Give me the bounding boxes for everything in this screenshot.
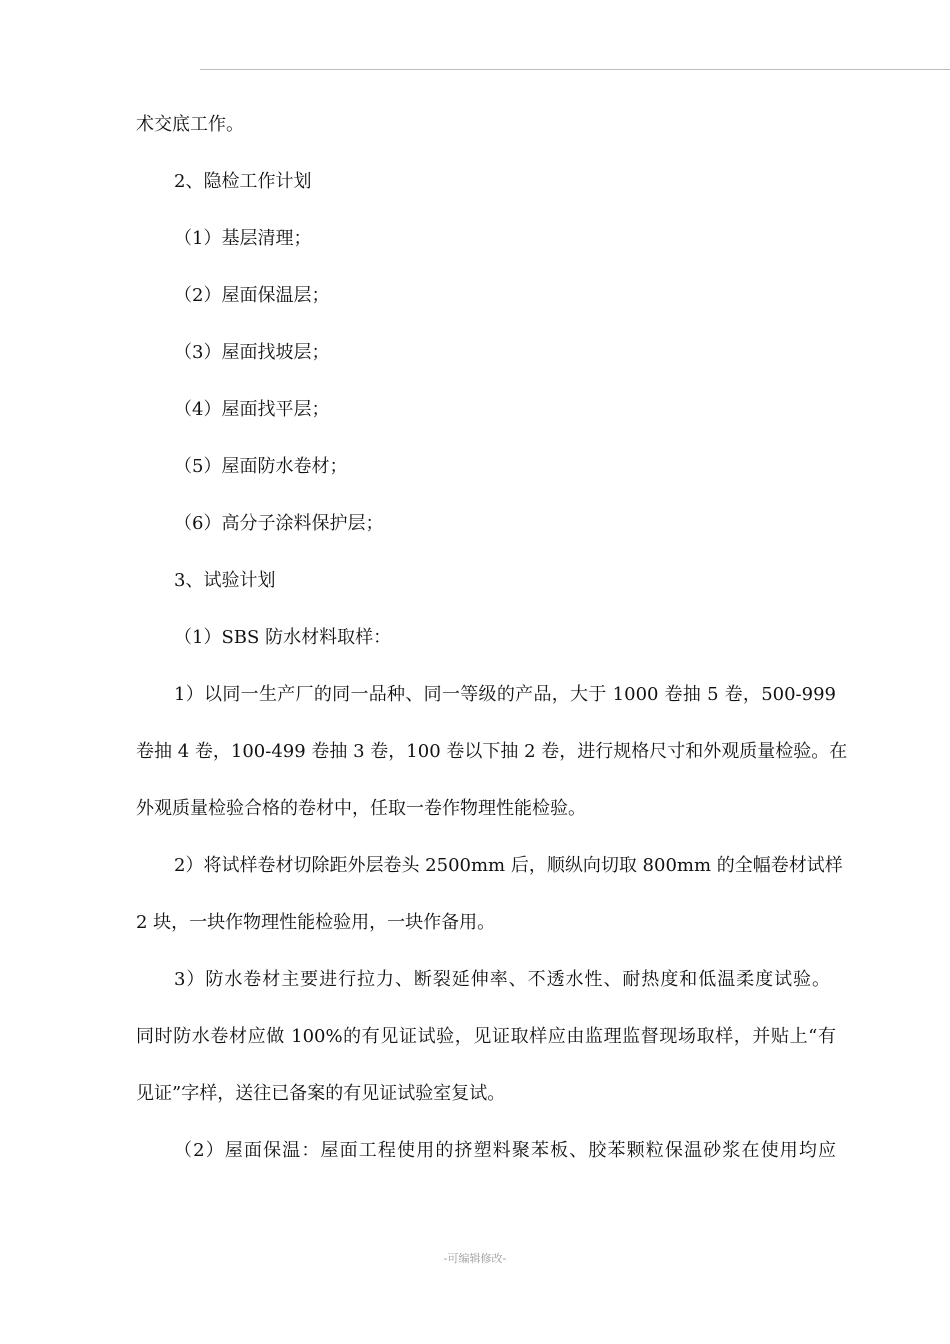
header-rule: [200, 69, 950, 70]
paragraph-line: 2 块，一块作物理性能检验用，一块作备用。: [136, 912, 496, 933]
section-heading-test-plan: 3、试验计划: [174, 570, 276, 591]
list-item: （1）基层清理；: [174, 228, 312, 249]
list-item: （4）屋面找平层；: [174, 399, 330, 420]
list-item: （6）高分子涂料保护层；: [174, 513, 384, 534]
section-heading-inspection-plan: 2、隐检工作计划: [174, 171, 312, 192]
paragraph-line: 见证”字样，送往已备案的有见证试验室复试。: [136, 1083, 506, 1104]
paragraph-line: （2）屋面保温：屋面工程使用的挤塑料聚苯板、胶苯颗粒保温砂浆在使用均应: [174, 1140, 836, 1161]
list-item: （3）屋面找坡层；: [174, 342, 330, 363]
list-item: （2）屋面保温层；: [174, 285, 330, 306]
paragraph-line: 卷抽 4 卷，100-499 卷抽 3 卷，100 卷以下抽 2 卷，进行规格尺寸和外观质量检验。在: [136, 741, 848, 762]
list-item: （5）屋面防水卷材；: [174, 456, 348, 477]
paragraph-line: 3）防水卷材主要进行拉力、断裂延伸率、不透水性、耐热度和低温柔度试验。: [174, 969, 830, 990]
text-line: 术交底工作。: [136, 114, 244, 135]
paragraph-line: 外观质量检验合格的卷材中，任取一卷作物理性能检验。: [136, 798, 586, 819]
paragraph-line: 2）将试样卷材切除距外层卷头 2500mm 后，顺纵向切取 800mm 的全幅卷材试样: [174, 855, 843, 876]
page-footer: -可编辑修改-: [443, 1252, 507, 1265]
paragraph-line: 1）以同一生产厂的同一品种、同一等级的产品，大于 1000 卷抽 5 卷，500-999: [174, 684, 836, 705]
paragraph-line: 同时防水卷材应做 100%的有见证试验，见证取样应由监理监督现场取样，并贴上“有: [136, 1026, 836, 1047]
subsection-heading-sbs-sampling: （1）SBS 防水材料取样：: [174, 627, 392, 648]
